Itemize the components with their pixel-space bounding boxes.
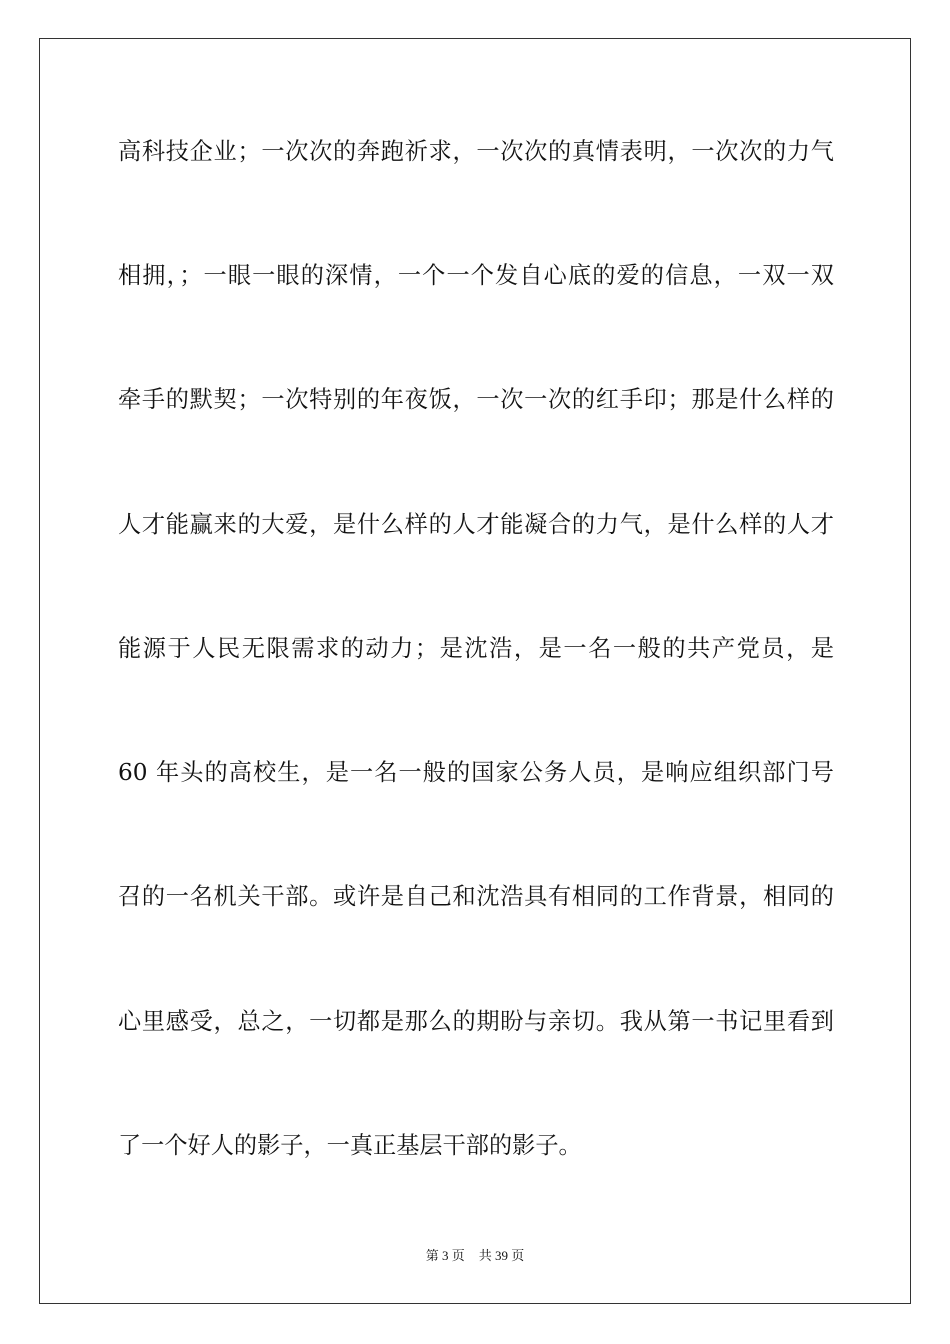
text-line: 召的一名机关干部。或许是自己和沈浩具有相同的工作背景，相同的 [118,883,834,910]
text-line: 心里感受，总之，一切都是那么的期盼与亲切。我从第一书记里看到 [118,1008,834,1035]
page-number: 第 3 页 [425,1248,465,1263]
text-line: 了一个好人的影子，一真正基层干部的影子。 [118,1132,582,1159]
text-line: 相拥，；一眼一眼的深情，一个一个发自心底的爱的信息，一双一双 [118,262,834,289]
text-line: 牵手的默契；一次特别的年夜饭，一次一次的红手印；那是什么样的 [118,386,834,413]
text-line: 高科技企业；一次次的奔跑祈求，一次次的真情表明，一次次的力气 [118,138,834,165]
text-line: 能源于人民无限需求的动力；是沈浩，是一名一般的共产党员，是 [118,635,834,662]
page-frame [39,38,911,1304]
total-pages: 共 39 页 [478,1248,525,1263]
text-line: 60 年头的高校生，是一名一般的国家公务人员，是响应组织部门号 [118,759,834,786]
page-footer [0,1247,950,1265]
text-line: 人才能赢来的大爱，是什么样的人才能凝合的力气，是什么样的人才 [118,511,834,538]
